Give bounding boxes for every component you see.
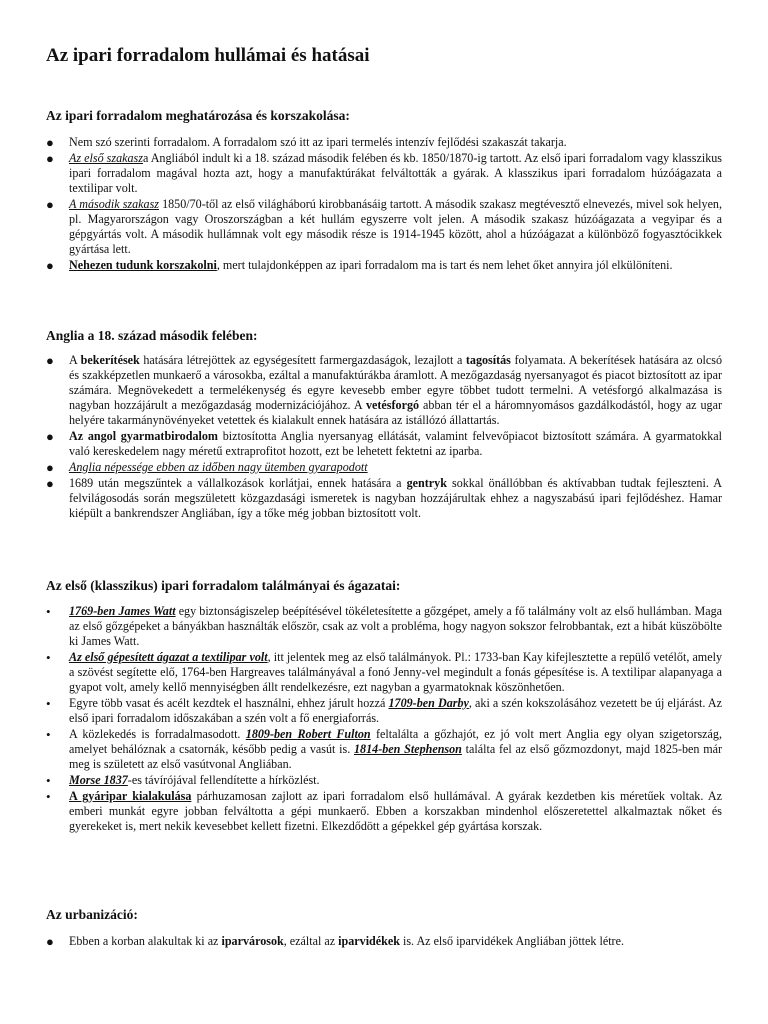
list-item xyxy=(46,773,722,788)
bullet-icon: • xyxy=(46,789,51,804)
section-list-inventions xyxy=(46,604,722,835)
text-segment: 1814-ben Stephenson xyxy=(354,742,462,756)
bullet-icon: ● xyxy=(46,151,54,166)
text-segment: A gyáripar kialakulása xyxy=(69,789,192,803)
text-segment: Az első gépesített ágazat a textilipar volt xyxy=(69,650,268,664)
list-item xyxy=(46,197,722,257)
text-segment: 1709-ben Darby xyxy=(388,696,469,710)
section-heading-inventions: Az első (klasszikus) ipari forradalom találmányai és ágazatai: xyxy=(46,578,401,593)
list-item xyxy=(46,135,722,150)
text-segment: hatására létrejöttek az egységesített farmergazdaságok, lezajlott a xyxy=(139,353,466,367)
bullet-icon: ● xyxy=(46,429,54,444)
text-segment: Ebben a korban alakultak ki az xyxy=(69,934,222,948)
list-item xyxy=(46,151,722,196)
text-segment: sokkal önállóbban és aktívabban tudtak fejleszteni. A felvilágosodás során megszületett közgazdasági ismeretek is nagyban hozzájárultak ehhez a nagyszabású ipari fejlődéshez. Hamar kiépült a bankrendszer Angliában, így a tőke még jobban biztosított volt. xyxy=(69,476,722,520)
text-segment: , mert tulajdonképpen az ipari forradalom ma is tart és nem lehet őket annyira jól elkülöníteni. xyxy=(216,258,673,272)
text-segment: Nehezen tudunk korszakolni xyxy=(69,258,217,272)
list-item xyxy=(46,789,722,834)
list-item xyxy=(46,429,722,459)
list-item xyxy=(46,604,722,649)
text-segment: gentryk xyxy=(406,476,447,490)
page-title: Az ipari forradalom hullámai és hatásai xyxy=(46,45,370,66)
text-segment: 1769-ben James Watt xyxy=(69,604,176,618)
bullet-icon: • xyxy=(46,727,51,742)
bullet-icon: • xyxy=(46,696,51,711)
section-heading-england: Anglia a 18. század második felében: xyxy=(46,328,258,343)
bullet-icon: • xyxy=(46,650,51,665)
text-segment: bekerítések xyxy=(80,353,140,367)
text-segment: -es távírójával fellendítette a hírközlést. xyxy=(127,773,320,787)
text-segment: biztosította Anglia nyersanyag ellátását, valamint felvevőpiacot biztosított számára. A gyarmatokkal való kereskedelem nagy méretű extraprofitot hozott, ezt be lehetett fektetni az iparba. xyxy=(69,429,722,458)
text-segment: a Angliából indult ki a 18. század második felében és kb. 1850/1870-ig tartott. Az első ipari forradalom vagy klasszikus ipari forradalom magával hozta azt, hogy a manufaktúrákat felváltották a gyárak. A klasszikus ipari forradalom húzóágazata a textilipar volt. xyxy=(69,151,722,195)
text-segment: Az első szakasz xyxy=(69,151,143,165)
text-segment: Egyre több vasat és acélt kezdtek el használni, ehhez járult hozzá xyxy=(69,696,389,710)
list-item xyxy=(46,934,722,949)
text-segment: A közlekedés is forradalmasodott. xyxy=(69,727,246,741)
text-segment: 1809-ben Robert Fulton xyxy=(245,727,371,741)
bullet-icon: • xyxy=(46,604,51,619)
bullet-icon: • xyxy=(46,773,51,788)
section-list-urbanization xyxy=(46,934,722,950)
text-segment: iparvárosok xyxy=(221,934,284,948)
text-segment: , ezáltal az xyxy=(283,934,339,948)
text-segment: is. Az első iparvidékek Angliában jöttek létre. xyxy=(399,934,624,948)
text-segment: A második szakasz xyxy=(69,197,159,211)
text-segment: párhuzamosan zajlott az ipari forradalom első hullámával. A gyárak kezdetben kis méretűek voltak. Az emberi munkát egyre jobban felváltotta a gépi munkaerő. Ebben a korszakban mindenhol előszeretettel alkalmaztak nőket és gyerekeket is, mert nekik kevesebbet kellett fizetni. Elkezdődött a gépekkel gép gyártása korszak. xyxy=(69,789,722,833)
bullet-icon: ● xyxy=(46,135,54,150)
list-item xyxy=(46,258,722,273)
text-segment: egy biztonságiszelep beépítésével tökéletesítette a gőzgépet, amely a fő találmány volt az első hullámban. Maga az első gőzgépeket a bányákban használták először, csak az volt a probléma, hogy nagyon sokszor felrobbantak, ezt a hibát küszöbölte ki James Watt. xyxy=(69,604,722,648)
text-segment: feltalálta a gőzhajót, ez jó volt mert Anglia egy olyan szigetország, amelyet behálóznak a csatornák, később pedig a vasút is. xyxy=(69,727,722,756)
bullet-icon: ● xyxy=(46,197,54,212)
section-list-definition xyxy=(46,135,722,274)
section-heading-definition: Az ipari forradalom meghatározása és korszakolása: xyxy=(46,108,350,123)
text-segment: 1689 után megszűntek a vállalkozások korlátjai, ennek hatására a xyxy=(69,476,407,490)
text-segment: , itt jelentek meg az első találmányok. Pl.: 1733-ban Kay kifejlesztette a repülő vetélőt, amely a szövést segítette elő, 1764-ben Hargreaves találmányával a fonó Jenny-vel megindult a fonás gépesítése is. A textilipar alapanyaga a gyapot volt, amely kellő mennyiségben állt rendelkezésre, ezt nagyban a gyarmatoknak köszönhetően. xyxy=(69,650,722,694)
bullet-icon: ● xyxy=(46,934,54,949)
bullet-icon: ● xyxy=(46,460,54,475)
text-segment: Anglia népessége ebben az időben nagy ütemben gyarapodott xyxy=(69,460,368,474)
text-segment: folyamata. A bekerítések hatására az olcsó és szakképzetlen munkaerő a városokba, ezáltal a manufaktúrákba áramlott. A mezőgazdaság nyersanyagot és piacot biztosított az ipar számára. Megnövekedett a termelékenység és egyre kevesebb ember egyre többet tudott termelni. A vetésforgó alkalmazása is nagyban hozzájárult a mezőgazdaság modernizációjához. A xyxy=(69,353,722,412)
bullet-icon: ● xyxy=(46,353,54,368)
text-segment: Az angol gyarmatbirodalom xyxy=(69,429,218,443)
text-segment: tagosítás xyxy=(465,353,511,367)
text-segment: abban tér el a háromnyomásos gazdálkodástól, hogy az ugar helyére takarmánynövényeket vetettek és kialakult ennek hatására az istállózó állattartás. xyxy=(69,398,722,427)
list-item xyxy=(46,460,722,475)
text-segment: találta fel az első gőzmozdonyt, majd 1825-ben már meg is született az első vasútvonal Angliában. xyxy=(69,742,722,771)
list-item xyxy=(46,696,722,726)
text-segment: vetésforgó xyxy=(365,398,420,412)
list-item xyxy=(46,353,722,428)
text-segment: 1850/70-től az első világháború kirobbanásáig tartott. A második szakasz megtévesztő elnevezés, mivel sok helyen, pl. Magyarországon vagy Oroszországban a két hullám egyszerre volt jelen. A második szakasz húzóágazata a vegyipar és a gépgyártás volt. A második hullámnak volt egy második része is 1914-1945 között, ahol a húzóágazat a különböző fogyasztócikkek gyártása lett. xyxy=(69,197,723,256)
bullet-icon: ● xyxy=(46,258,54,273)
section-heading-urbanization: Az urbanizáció: xyxy=(46,907,138,922)
text-segment: Morse 1837 xyxy=(69,773,128,787)
list-item xyxy=(46,650,722,695)
bullet-icon: ● xyxy=(46,476,54,491)
text-segment: A xyxy=(69,353,81,367)
text-segment: iparvidékek xyxy=(338,934,400,948)
section-list-england xyxy=(46,353,722,522)
list-item xyxy=(46,727,722,772)
list-item xyxy=(46,476,722,521)
text-segment: Nem szó szerinti forradalom. A forradalom szó itt az ipari termelés intenzív fejlődési szakaszát takarja. xyxy=(69,135,567,149)
text-segment: , aki a szén kokszolásához vezetett be új eljárást. Az első ipari forradalom időszakában a szén volt a fő energiaforrás. xyxy=(69,696,723,725)
